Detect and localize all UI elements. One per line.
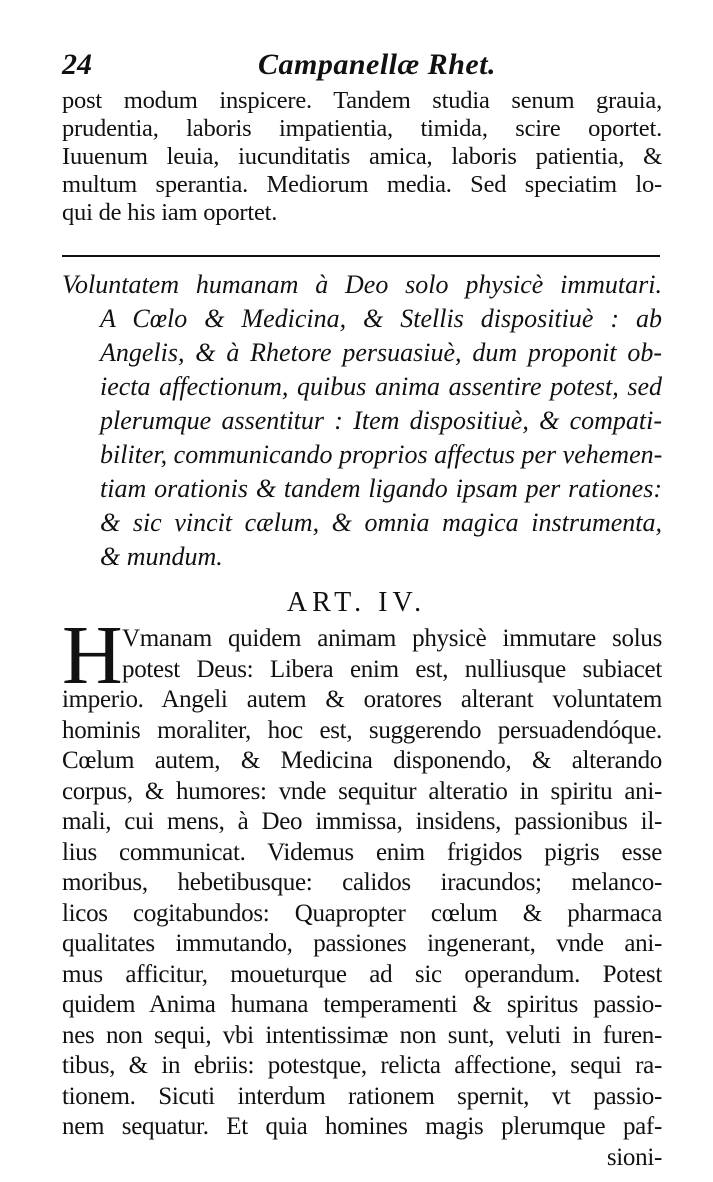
- summary-line: plerumque assentitur : Item dispositiuè, & compati-: [100, 406, 662, 435]
- drop-cap: H: [62, 609, 123, 702]
- summary-line: & mundum.: [100, 542, 223, 571]
- body-line: licos cogitabundos: Quapropter cœlum & pharmaca: [62, 899, 662, 927]
- continued-paragraph: [62, 87, 662, 227]
- article-heading: ART. IV.: [286, 587, 427, 618]
- body-line: tibus, & in ebriis: potestque, relicta affectione, sequi ra-: [62, 1052, 662, 1079]
- page-number: 24: [62, 48, 92, 81]
- body-line: Cœlum autem, & Medicina disponendo, & alterando: [62, 747, 662, 774]
- catchword: sioni-: [606, 1143, 662, 1171]
- text-line: multum sperantia. Mediorum media. Sed speciatim lo-: [62, 171, 662, 198]
- text-line: qui de his iam oportet.: [62, 199, 278, 226]
- article-summary: [62, 268, 662, 574]
- summary-line: Angelis, & à Rhetore persuasiuè, dum proponit ob-: [100, 338, 662, 367]
- text-line: post modum inspicere. Tandem studia senum grauia,: [62, 87, 662, 114]
- page-header: [62, 48, 662, 88]
- body-line: nem sequatur. Et quia homines magis plerumque paf-: [62, 1113, 662, 1140]
- body-line: mus afficitur, moueturque ad sic operandum. Potest: [62, 960, 662, 988]
- article-body: [62, 624, 662, 1173]
- summary-line: Voluntatem humanam à Deo solo physicè immutari.: [62, 270, 662, 299]
- body-line: nes non sequi, vbi intentissimæ non sunt, veluti in furen-: [62, 1021, 662, 1049]
- summary-line: biliter, communicando proprios affectus per vehemen-: [100, 440, 662, 469]
- body-line: corpus, & humores: vnde sequitur alteratio in spiritu ani-: [62, 777, 662, 805]
- body-line: qualitates immutando, passiones ingenerant, vnde ani-: [62, 930, 662, 957]
- body-line: hominis moraliter, hoc est, suggerendo persuadendóque.: [62, 716, 662, 744]
- body-line: mali, cui mens, à Deo immissa, insidens, passionibus il-: [62, 808, 662, 835]
- body-line: moribus, hebetibusque: calidos iracundos; melanco-: [62, 869, 662, 896]
- summary-line: tiam orationis & tandem ligando ipsam per rationes:: [100, 474, 662, 503]
- summary-line: iecta affectionum, quibus anima assentire potest, sed: [100, 372, 662, 401]
- text-line: Iuuenum leuia, iucunditatis amica, laboris patientia, &: [62, 143, 662, 170]
- body-line: lius communicat. Videmus enim frigidos pigris esse: [62, 838, 662, 866]
- summary-line: A Cœlo & Medicina, & Stellis dispositiuè : ab: [100, 304, 662, 333]
- body-line: quidem Anima humana temperamenti & spiritus passio-: [62, 991, 662, 1018]
- running-head: Campanellæ Rhet.: [258, 48, 497, 81]
- body-line: imperio. Angeli autem & oratores alterant voluntatem: [62, 686, 662, 713]
- summary-line: & sic vincit cælum, & omnia magica instrumenta,: [100, 508, 662, 537]
- body-line: tionem. Sicuti interdum rationem spernit, vt passio-: [62, 1082, 662, 1110]
- body-line: Vmanam quidem animam physicè immutare solus: [122, 625, 662, 652]
- section-divider: [62, 255, 660, 257]
- body-line: potest Deus: Libera enim est, nulliusque subiacet: [122, 655, 662, 683]
- text-line: prudentia, laboris impatientia, timida, scire oportet.: [62, 115, 662, 142]
